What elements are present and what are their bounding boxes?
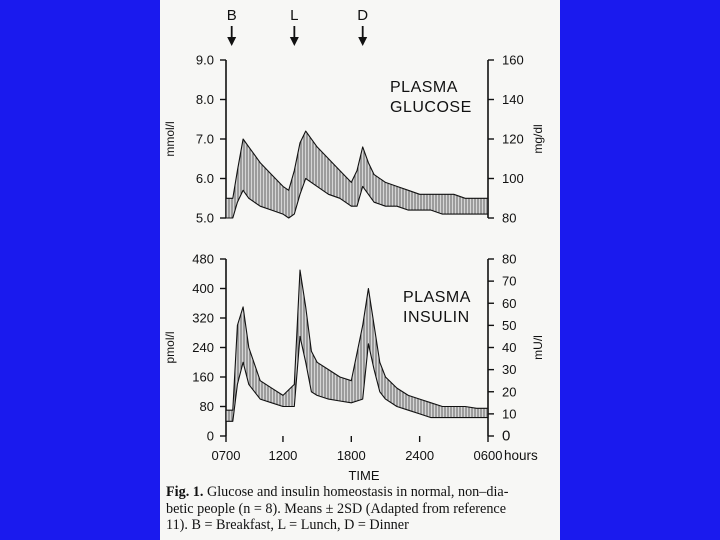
meal-marker-b: B <box>226 7 237 24</box>
glucose-right-tick-label: 140 <box>502 92 524 107</box>
insulin-left-tick-label: 400 <box>192 281 214 296</box>
insulin-right-tick-label: 60 <box>502 295 517 311</box>
meal-marker-l: L <box>290 7 299 24</box>
insulin-right-tick-label: 70 <box>502 273 517 289</box>
insulin-left-tick-label: 0 <box>206 428 214 444</box>
caption-line-3: 11). B = Breakfast, L = Lunch, D = Dinner <box>166 517 409 534</box>
glucose-title-line: GLUCOSE <box>390 99 472 116</box>
glucose-right-tick-label: 160 <box>502 52 524 68</box>
insulin-right-tick-label: 20 <box>502 384 517 400</box>
figure-caption <box>166 484 558 534</box>
x-axis-tick-label: 1800 <box>336 448 366 463</box>
insulin-left-axis-title: pmol/l <box>163 331 177 364</box>
insulin-left-tick-label: 320 <box>192 310 214 326</box>
glucose-left-tick-label: 7.0 <box>195 131 214 147</box>
glucose-left-tick-label: 8.0 <box>195 92 214 107</box>
x-axis-tick-label: 0600 <box>473 448 503 463</box>
x-axis-unit: hours <box>504 448 538 463</box>
caption-label: Fig. 1. <box>166 484 204 500</box>
insulin-title-line: INSULIN <box>403 309 470 326</box>
x-axis-tick-label: 1200 <box>268 448 298 463</box>
insulin-left-tick-label: 480 <box>192 251 214 267</box>
glucose-sd-band <box>226 131 488 218</box>
insulin-right-axis-title: mU/l <box>531 335 545 360</box>
insulin-left-tick-label: 80 <box>199 399 214 414</box>
insulin-left-tick-label: 240 <box>192 340 214 355</box>
insulin-right-tick-label: 40 <box>502 340 517 355</box>
glucose-left-tick-label: 6.0 <box>195 171 214 186</box>
caption-line-2: betic people (n = 8). Means ± 2SD (Adapted from reference <box>166 500 507 517</box>
insulin-right-tick-label: 10 <box>502 406 517 422</box>
arrow-down-icon <box>227 37 236 46</box>
arrow-down-icon <box>290 37 299 46</box>
insulin-right-tick-label: 80 <box>502 251 517 267</box>
insulin-title-line: PLASMA <box>403 289 471 306</box>
insulin-left-tick-label: 160 <box>192 369 214 385</box>
caption-line-1: Glucose and insulin homeostasis in normal, non–dia- <box>203 484 509 500</box>
glucose-left-tick-label: 5.0 <box>195 210 214 226</box>
glucose-right-tick-label: 120 <box>502 131 524 147</box>
x-axis-title: TIME <box>348 468 380 483</box>
x-axis-tick-label: 2400 <box>405 448 435 463</box>
meal-marker-d: D <box>357 7 369 24</box>
glucose-right-tick-label: 80 <box>502 210 517 226</box>
insulin-right-tick-label: 30 <box>502 362 517 378</box>
glucose-right-axis-title: mg/dl <box>531 124 545 154</box>
x-axis-tick-label: 0700 <box>211 448 241 463</box>
arrow-down-icon <box>358 37 367 46</box>
glucose-right-tick-label: 100 <box>502 171 524 186</box>
insulin-right-tick-label: 0 <box>502 427 511 445</box>
glucose-left-tick-label: 9.0 <box>195 52 214 68</box>
insulin-right-tick-label: 50 <box>502 317 517 333</box>
glucose-title-line: PLASMA <box>390 79 458 96</box>
glucose-left-axis-title: mmol/l <box>163 121 177 157</box>
